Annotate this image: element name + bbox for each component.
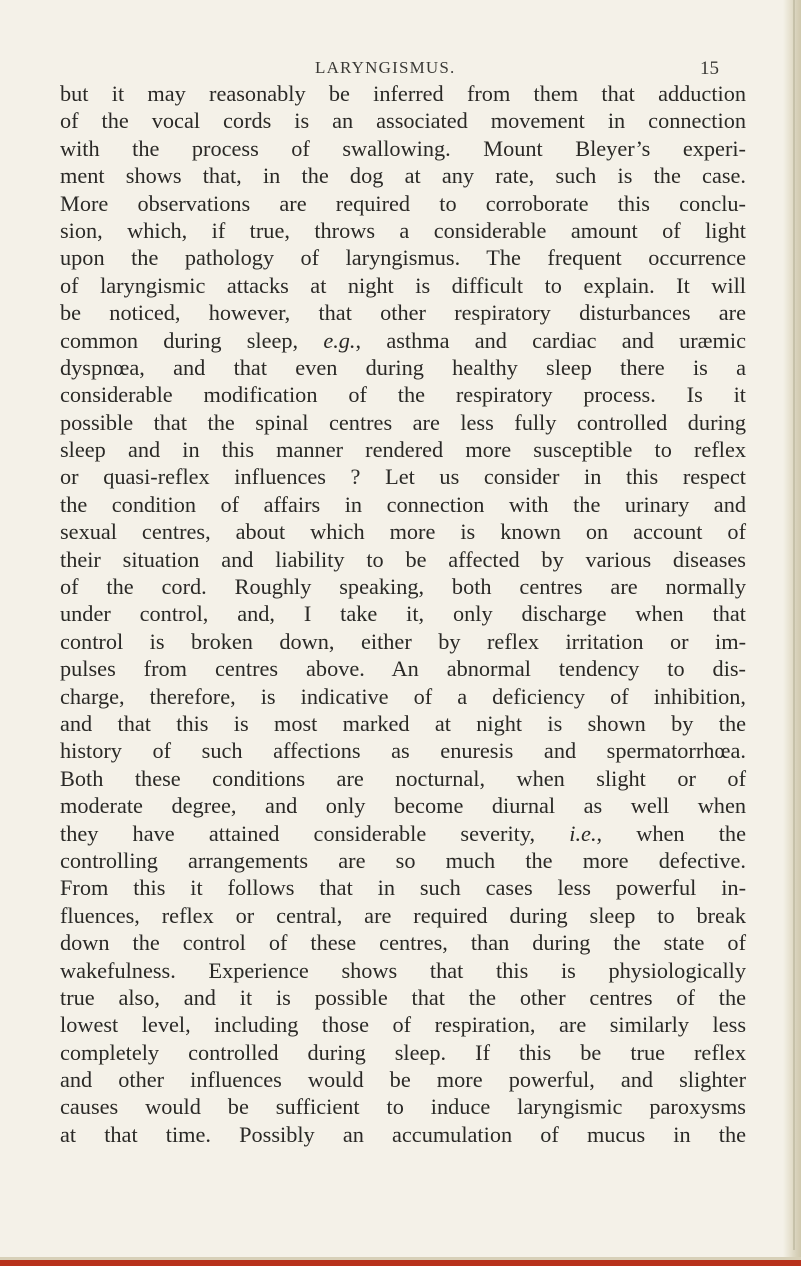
text-line: sexual centres, about which more is known on account of xyxy=(60,519,746,545)
text-line: with the process of swallowing. Mount Bleyer’s experi- xyxy=(60,135,746,161)
text-line: their situation and liability to be affected by various diseases xyxy=(60,546,746,572)
text-line: of the vocal cords is an associated movement in connection xyxy=(60,108,746,134)
text-line: the condition of affairs in connection with the urinary and xyxy=(60,491,746,517)
page-number: 15 xyxy=(700,58,719,79)
text-line: More observations are required to corroborate this conclu- xyxy=(60,190,746,216)
text-line: pulses from centres above. An abnormal tendency to dis- xyxy=(60,656,746,682)
text-line: at that time. Possibly an accumulation of mucus in the xyxy=(60,1121,746,1147)
text-line: causes would be sufficient to induce laryngismic paroxysms xyxy=(60,1094,746,1120)
text-line: dyspnœa, and that even during healthy sleep there is a xyxy=(60,354,746,380)
text-line: lowest level, including those of respiration, are similarly less xyxy=(60,1012,746,1038)
text-line: but it may reasonably be inferred from them that adduction xyxy=(60,81,746,106)
text-line: down the control of these centres, than during the state of xyxy=(60,930,746,956)
text-line: sleep and in this manner rendered more susceptible to reflex xyxy=(60,437,746,463)
text-line: Both these conditions are nocturnal, when slight or of xyxy=(60,765,746,791)
text-line: From this it follows that in such cases less powerful in- xyxy=(60,875,746,901)
text-line: of the cord. Roughly speaking, both centres are normally xyxy=(60,574,746,600)
text-line: possible that the spinal centres are less fully controlled during xyxy=(60,409,746,435)
text-line: be noticed, however, that other respiratory disturbances are xyxy=(60,300,746,326)
text-line: charge, therefore, is indicative of a deficiency of inhibition, xyxy=(60,683,746,709)
text-line: and that this is most marked at night is shown by the xyxy=(60,710,746,736)
text-line: completely controlled during sleep. If this be true reflex xyxy=(60,1039,746,1065)
text-line: and other influences would be more powerful, and slighter xyxy=(60,1067,746,1093)
page-edge-shadow xyxy=(783,0,801,1266)
text-line: they have attained considerable severity, i.e., when the xyxy=(60,820,746,846)
italic-abbrev: e.g. xyxy=(323,327,356,353)
text-line: upon the pathology of laryngismus. The frequent occurrence xyxy=(60,245,746,271)
text-line: sion, which, if true, throws a considerable amount of light xyxy=(60,217,746,243)
text-line: controlling arrangements are so much the more defective. xyxy=(60,847,746,873)
text-line: or quasi-reflex influences ? Let us consider in this respect xyxy=(60,464,746,490)
text-line: true also, and it is possible that the other centres of the xyxy=(60,984,746,1010)
text-line: under control, and, I take it, only discharge when that xyxy=(60,601,746,627)
italic-abbrev: i.e. xyxy=(569,820,597,846)
text-line: of laryngismic attacks at night is difficult to explain. It will xyxy=(60,272,746,298)
text-line: ment shows that, in the dog at any rate, such is the case. xyxy=(60,163,746,189)
text-line: wakefulness. Experience shows that this is physiologically xyxy=(60,957,746,983)
text-line: history of such affections as enuresis and spermatorrhœa. xyxy=(60,738,746,764)
running-title: LARYNGISMUS. xyxy=(315,58,456,77)
text-line: fluences, reflex or central, are required during sleep to break xyxy=(60,902,746,928)
text-line: common during sleep, e.g., asthma and cardiac and uræmic xyxy=(60,327,746,353)
running-head xyxy=(0,58,801,82)
text-line: considerable modification of the respiratory process. Is it xyxy=(60,382,746,408)
page-edge-line xyxy=(793,0,795,1250)
bottom-edge-band xyxy=(0,1260,801,1266)
body-text xyxy=(60,80,746,1148)
text-line: control is broken down, either by reflex irritation or im- xyxy=(60,628,746,654)
text-line: moderate degree, and only become diurnal as well when xyxy=(60,793,746,819)
